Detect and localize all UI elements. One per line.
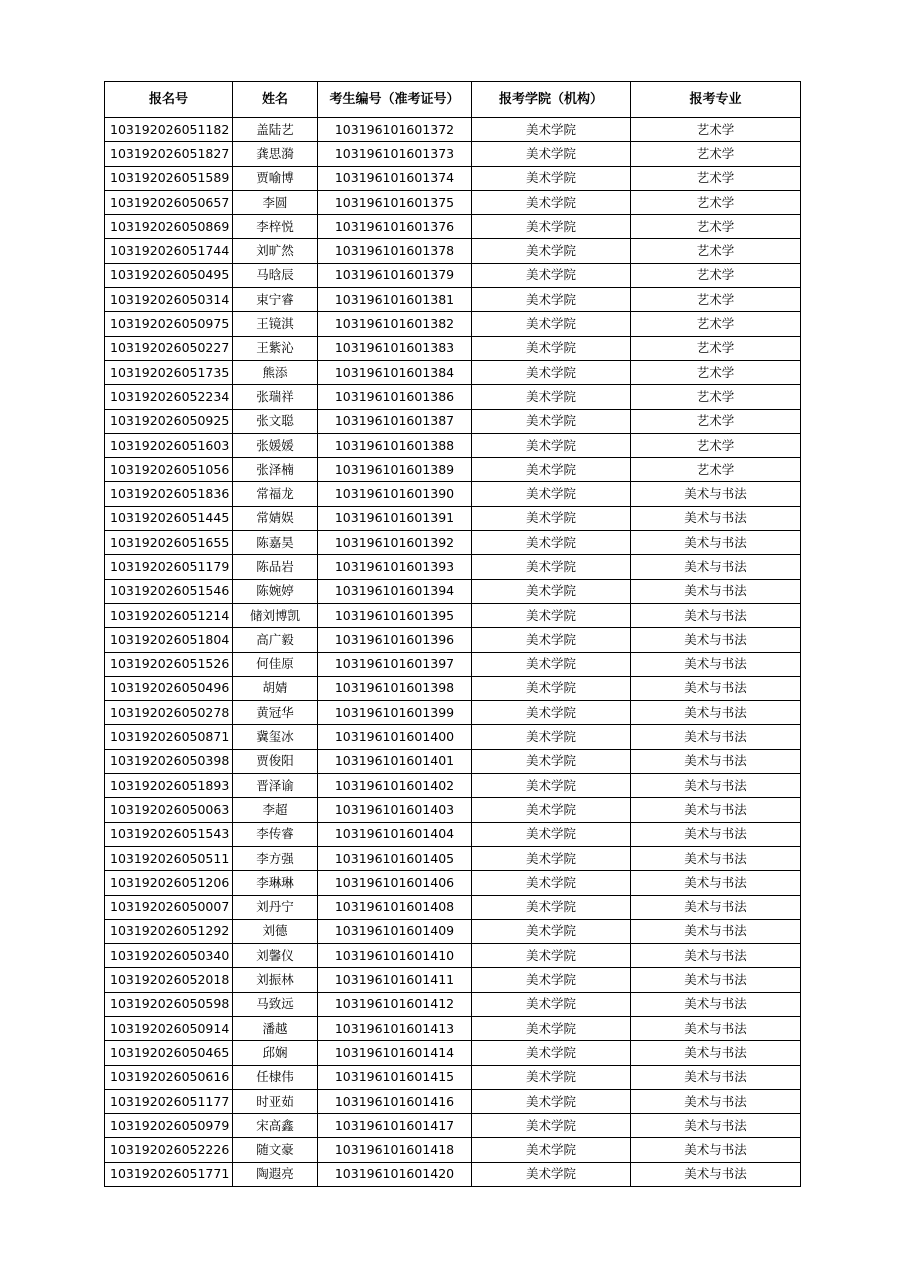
college-cell: 美术学院 [472,1065,631,1089]
table-row [105,919,801,943]
candidate-number-cell: 103196101601409 [318,919,472,943]
registration-number-cell: 103192026051182 [105,118,233,142]
college-cell: 美术学院 [472,725,631,749]
name-cell: 李梓悦 [233,215,318,239]
table-row [105,725,801,749]
candidate-number-cell: 103196101601397 [318,652,472,676]
major-cell: 艺术学 [631,433,801,457]
major-cell: 艺术学 [631,458,801,482]
name-cell: 李琳琳 [233,871,318,895]
registration-number-cell: 103192026050616 [105,1065,233,1089]
major-cell: 美术与书法 [631,1041,801,1065]
college-cell: 美术学院 [472,215,631,239]
major-cell: 美术与书法 [631,628,801,652]
registration-number-cell: 103192026050511 [105,846,233,870]
table-row [105,433,801,457]
table-row [105,531,801,555]
name-cell: 常婧娱 [233,506,318,530]
college-cell: 美术学院 [472,385,631,409]
name-cell: 盖陆艺 [233,118,318,142]
table-row [105,215,801,239]
table-row [105,676,801,700]
candidate-number-cell: 103196101601394 [318,579,472,603]
college-cell: 美术学院 [472,409,631,433]
candidate-number-cell: 103196101601413 [318,1016,472,1040]
registration-number-cell: 103192026051804 [105,628,233,652]
college-cell: 美术学院 [472,652,631,676]
college-cell: 美术学院 [472,944,631,968]
college-cell: 美术学院 [472,360,631,384]
candidate-number-cell: 103196101601408 [318,895,472,919]
name-cell: 刘旷然 [233,239,318,263]
table-row [105,409,801,433]
major-cell: 艺术学 [631,288,801,312]
major-cell: 美术与书法 [631,725,801,749]
name-cell: 张瑞祥 [233,385,318,409]
major-cell: 美术与书法 [631,1016,801,1040]
major-cell: 美术与书法 [631,895,801,919]
college-cell: 美术学院 [472,749,631,773]
major-cell: 美术与书法 [631,506,801,530]
major-cell: 美术与书法 [631,1089,801,1113]
college-cell: 美术学院 [472,263,631,287]
registration-number-cell: 103192026051292 [105,919,233,943]
college-cell: 美术学院 [472,118,631,142]
major-cell: 美术与书法 [631,919,801,943]
college-cell: 美术学院 [472,506,631,530]
candidate-number-cell: 103196101601404 [318,822,472,846]
name-cell: 潘越 [233,1016,318,1040]
college-cell: 美术学院 [472,846,631,870]
table-row [105,1065,801,1089]
header-name: 姓名 [233,82,318,118]
registration-number-cell: 103192026050227 [105,336,233,360]
registration-number-cell: 103192026051056 [105,458,233,482]
registration-number-cell: 103192026051827 [105,142,233,166]
registration-number-cell: 103192026052234 [105,385,233,409]
candidate-number-cell: 103196101601372 [318,118,472,142]
college-cell: 美术学院 [472,798,631,822]
name-cell: 刘振林 [233,968,318,992]
college-cell: 美术学院 [472,603,631,627]
candidate-number-cell: 103196101601410 [318,944,472,968]
table-row [105,628,801,652]
registration-number-cell: 103192026051526 [105,652,233,676]
candidate-number-cell: 103196101601388 [318,433,472,457]
name-cell: 贾喻博 [233,166,318,190]
name-cell: 随文豪 [233,1138,318,1162]
college-cell: 美术学院 [472,1041,631,1065]
major-cell: 美术与书法 [631,676,801,700]
name-cell: 李传睿 [233,822,318,846]
name-cell: 陈品岩 [233,555,318,579]
name-cell: 高广毅 [233,628,318,652]
table-row [105,506,801,530]
college-cell: 美术学院 [472,968,631,992]
candidate-number-cell: 103196101601382 [318,312,472,336]
registration-number-cell: 103192026051177 [105,1089,233,1113]
name-cell: 张媛媛 [233,433,318,457]
major-cell: 美术与书法 [631,1138,801,1162]
name-cell: 刘馨仪 [233,944,318,968]
table-row [105,263,801,287]
major-cell: 美术与书法 [631,846,801,870]
registration-number-cell: 103192026050871 [105,725,233,749]
registration-number-cell: 103192026051735 [105,360,233,384]
table-row [105,336,801,360]
registration-number-cell: 103192026050063 [105,798,233,822]
name-cell: 陶遐亮 [233,1162,318,1186]
college-cell: 美术学院 [472,992,631,1016]
college-cell: 美术学院 [472,239,631,263]
college-cell: 美术学院 [472,458,631,482]
major-cell: 美术与书法 [631,482,801,506]
table-row [105,1162,801,1186]
major-cell: 艺术学 [631,263,801,287]
table-row [105,239,801,263]
header-major: 报考专业 [631,82,801,118]
candidate-number-cell: 103196101601384 [318,360,472,384]
candidate-number-cell: 103196101601411 [318,968,472,992]
registration-number-cell: 103192026051206 [105,871,233,895]
table-row [105,603,801,627]
major-cell: 艺术学 [631,385,801,409]
major-cell: 美术与书法 [631,944,801,968]
college-cell: 美术学院 [472,1162,631,1186]
college-cell: 美术学院 [472,1089,631,1113]
table-row [105,579,801,603]
candidate-number-cell: 103196101601375 [318,190,472,214]
registration-number-cell: 103192026050465 [105,1041,233,1065]
major-cell: 美术与书法 [631,774,801,798]
candidate-number-cell: 103196101601392 [318,531,472,555]
table-row [105,1041,801,1065]
table-row [105,312,801,336]
college-cell: 美术学院 [472,676,631,700]
name-cell: 熊添 [233,360,318,384]
college-cell: 美术学院 [472,482,631,506]
registration-number-cell: 103192026050007 [105,895,233,919]
table-row [105,385,801,409]
registration-number-cell: 103192026050278 [105,701,233,725]
candidate-number-cell: 103196101601403 [318,798,472,822]
header-registration-number: 报名号 [105,82,233,118]
table-row [105,846,801,870]
college-cell: 美术学院 [472,895,631,919]
table-row [105,360,801,384]
name-cell: 宋高鑫 [233,1114,318,1138]
table-row [105,992,801,1016]
table-row [105,142,801,166]
registration-number-cell: 103192026050869 [105,215,233,239]
candidate-number-cell: 103196101601378 [318,239,472,263]
registration-number-cell: 103192026050495 [105,263,233,287]
registration-number-cell: 103192026050398 [105,749,233,773]
name-cell: 胡婧 [233,676,318,700]
registration-number-cell: 103192026050598 [105,992,233,1016]
college-cell: 美术学院 [472,628,631,652]
major-cell: 艺术学 [631,336,801,360]
registration-number-cell: 103192026052018 [105,968,233,992]
candidate-number-cell: 103196101601391 [318,506,472,530]
candidate-number-cell: 103196101601417 [318,1114,472,1138]
college-cell: 美术学院 [472,1138,631,1162]
table-row [105,652,801,676]
name-cell: 马晗辰 [233,263,318,287]
table-row [105,482,801,506]
table-row [105,1114,801,1138]
name-cell: 刘德 [233,919,318,943]
college-cell: 美术学院 [472,871,631,895]
candidate-number-cell: 103196101601393 [318,555,472,579]
candidate-number-cell: 103196101601390 [318,482,472,506]
name-cell: 马致远 [233,992,318,1016]
college-cell: 美术学院 [472,579,631,603]
name-cell: 时亚茹 [233,1089,318,1113]
registration-number-cell: 103192026051546 [105,579,233,603]
college-cell: 美术学院 [472,701,631,725]
name-cell: 黄冠华 [233,701,318,725]
registration-number-cell: 103192026052226 [105,1138,233,1162]
registration-number-cell: 103192026050975 [105,312,233,336]
candidate-number-cell: 103196101601379 [318,263,472,287]
registration-number-cell: 103192026051603 [105,433,233,457]
table-row [105,118,801,142]
registration-number-cell: 103192026050314 [105,288,233,312]
registration-number-cell: 103192026051771 [105,1162,233,1186]
name-cell: 晋泽谕 [233,774,318,798]
major-cell: 美术与书法 [631,579,801,603]
candidate-number-cell: 103196101601406 [318,871,472,895]
major-cell: 艺术学 [631,142,801,166]
registration-number-cell: 103192026051836 [105,482,233,506]
candidate-number-cell: 103196101601418 [318,1138,472,1162]
registration-number-cell: 103192026051179 [105,555,233,579]
major-cell: 美术与书法 [631,749,801,773]
candidate-number-cell: 103196101601415 [318,1065,472,1089]
college-cell: 美术学院 [472,288,631,312]
candidate-number-cell: 103196101601401 [318,749,472,773]
name-cell: 邱娴 [233,1041,318,1065]
major-cell: 美术与书法 [631,798,801,822]
major-cell: 美术与书法 [631,1114,801,1138]
table-row [105,701,801,725]
candidate-number-cell: 103196101601387 [318,409,472,433]
candidate-number-cell: 103196101601373 [318,142,472,166]
candidate-table [104,81,801,1187]
candidate-number-cell: 103196101601374 [318,166,472,190]
candidate-number-cell: 103196101601400 [318,725,472,749]
college-cell: 美术学院 [472,822,631,846]
major-cell: 美术与书法 [631,1162,801,1186]
college-cell: 美术学院 [472,555,631,579]
candidate-number-cell: 103196101601383 [318,336,472,360]
college-cell: 美术学院 [472,774,631,798]
name-cell: 王紫沁 [233,336,318,360]
major-cell: 美术与书法 [631,531,801,555]
table-row [105,871,801,895]
college-cell: 美术学院 [472,919,631,943]
table-row [105,944,801,968]
name-cell: 李超 [233,798,318,822]
registration-number-cell: 103192026051655 [105,531,233,555]
name-cell: 任棣伟 [233,1065,318,1089]
candidate-number-cell: 103196101601386 [318,385,472,409]
major-cell: 美术与书法 [631,701,801,725]
name-cell: 陈嘉昊 [233,531,318,555]
table-row [105,458,801,482]
table-row [105,1089,801,1113]
table-header-row [105,82,801,118]
major-cell: 美术与书法 [631,555,801,579]
candidate-number-cell: 103196101601412 [318,992,472,1016]
registration-number-cell: 103192026050657 [105,190,233,214]
table-row [105,166,801,190]
college-cell: 美术学院 [472,433,631,457]
major-cell: 艺术学 [631,118,801,142]
candidate-number-cell: 103196101601395 [318,603,472,627]
table-row [105,822,801,846]
registration-number-cell: 103192026051214 [105,603,233,627]
name-cell: 束宁睿 [233,288,318,312]
major-cell: 美术与书法 [631,871,801,895]
major-cell: 艺术学 [631,239,801,263]
candidate-number-cell: 103196101601381 [318,288,472,312]
registration-number-cell: 103192026051445 [105,506,233,530]
college-cell: 美术学院 [472,142,631,166]
registration-number-cell: 103192026051589 [105,166,233,190]
college-cell: 美术学院 [472,312,631,336]
table-row [105,774,801,798]
college-cell: 美术学院 [472,190,631,214]
major-cell: 美术与书法 [631,652,801,676]
candidate-number-cell: 103196101601416 [318,1089,472,1113]
name-cell: 王镜淇 [233,312,318,336]
major-cell: 艺术学 [631,409,801,433]
candidate-number-cell: 103196101601376 [318,215,472,239]
candidate-number-cell: 103196101601420 [318,1162,472,1186]
major-cell: 美术与书法 [631,992,801,1016]
name-cell: 何佳原 [233,652,318,676]
candidate-number-cell: 103196101601389 [318,458,472,482]
major-cell: 美术与书法 [631,603,801,627]
table-row [105,895,801,919]
college-cell: 美术学院 [472,166,631,190]
major-cell: 艺术学 [631,166,801,190]
header-candidate-number: 考生编号（准考证号） [318,82,472,118]
name-cell: 储刘博凯 [233,603,318,627]
name-cell: 刘丹宁 [233,895,318,919]
registration-number-cell: 103192026050340 [105,944,233,968]
table-row [105,798,801,822]
name-cell: 常福龙 [233,482,318,506]
registration-number-cell: 103192026050925 [105,409,233,433]
college-cell: 美术学院 [472,531,631,555]
registration-number-cell: 103192026051744 [105,239,233,263]
college-cell: 美术学院 [472,1016,631,1040]
name-cell: 张泽楠 [233,458,318,482]
table-row [105,190,801,214]
header-college: 报考学院（机构） [472,82,631,118]
candidate-number-cell: 103196101601402 [318,774,472,798]
table-body [105,118,801,1187]
major-cell: 艺术学 [631,360,801,384]
name-cell: 龚思漪 [233,142,318,166]
table-row [105,1016,801,1040]
registration-number-cell: 103192026050979 [105,1114,233,1138]
major-cell: 艺术学 [631,312,801,336]
college-cell: 美术学院 [472,336,631,360]
candidate-number-cell: 103196101601414 [318,1041,472,1065]
major-cell: 美术与书法 [631,822,801,846]
major-cell: 艺术学 [631,215,801,239]
table-row [105,288,801,312]
college-cell: 美术学院 [472,1114,631,1138]
name-cell: 李圆 [233,190,318,214]
candidate-number-cell: 103196101601405 [318,846,472,870]
table-row [105,555,801,579]
major-cell: 美术与书法 [631,1065,801,1089]
registration-number-cell: 103192026051543 [105,822,233,846]
name-cell: 陈婉婷 [233,579,318,603]
name-cell: 冀玺冰 [233,725,318,749]
candidate-number-cell: 103196101601398 [318,676,472,700]
major-cell: 艺术学 [631,190,801,214]
table-row [105,1138,801,1162]
registration-number-cell: 103192026050496 [105,676,233,700]
major-cell: 美术与书法 [631,968,801,992]
registration-number-cell: 103192026051893 [105,774,233,798]
candidate-number-cell: 103196101601399 [318,701,472,725]
registration-number-cell: 103192026050914 [105,1016,233,1040]
table-row [105,749,801,773]
name-cell: 李方强 [233,846,318,870]
candidate-number-cell: 103196101601396 [318,628,472,652]
table-row [105,968,801,992]
name-cell: 张文聪 [233,409,318,433]
name-cell: 贾俊阳 [233,749,318,773]
